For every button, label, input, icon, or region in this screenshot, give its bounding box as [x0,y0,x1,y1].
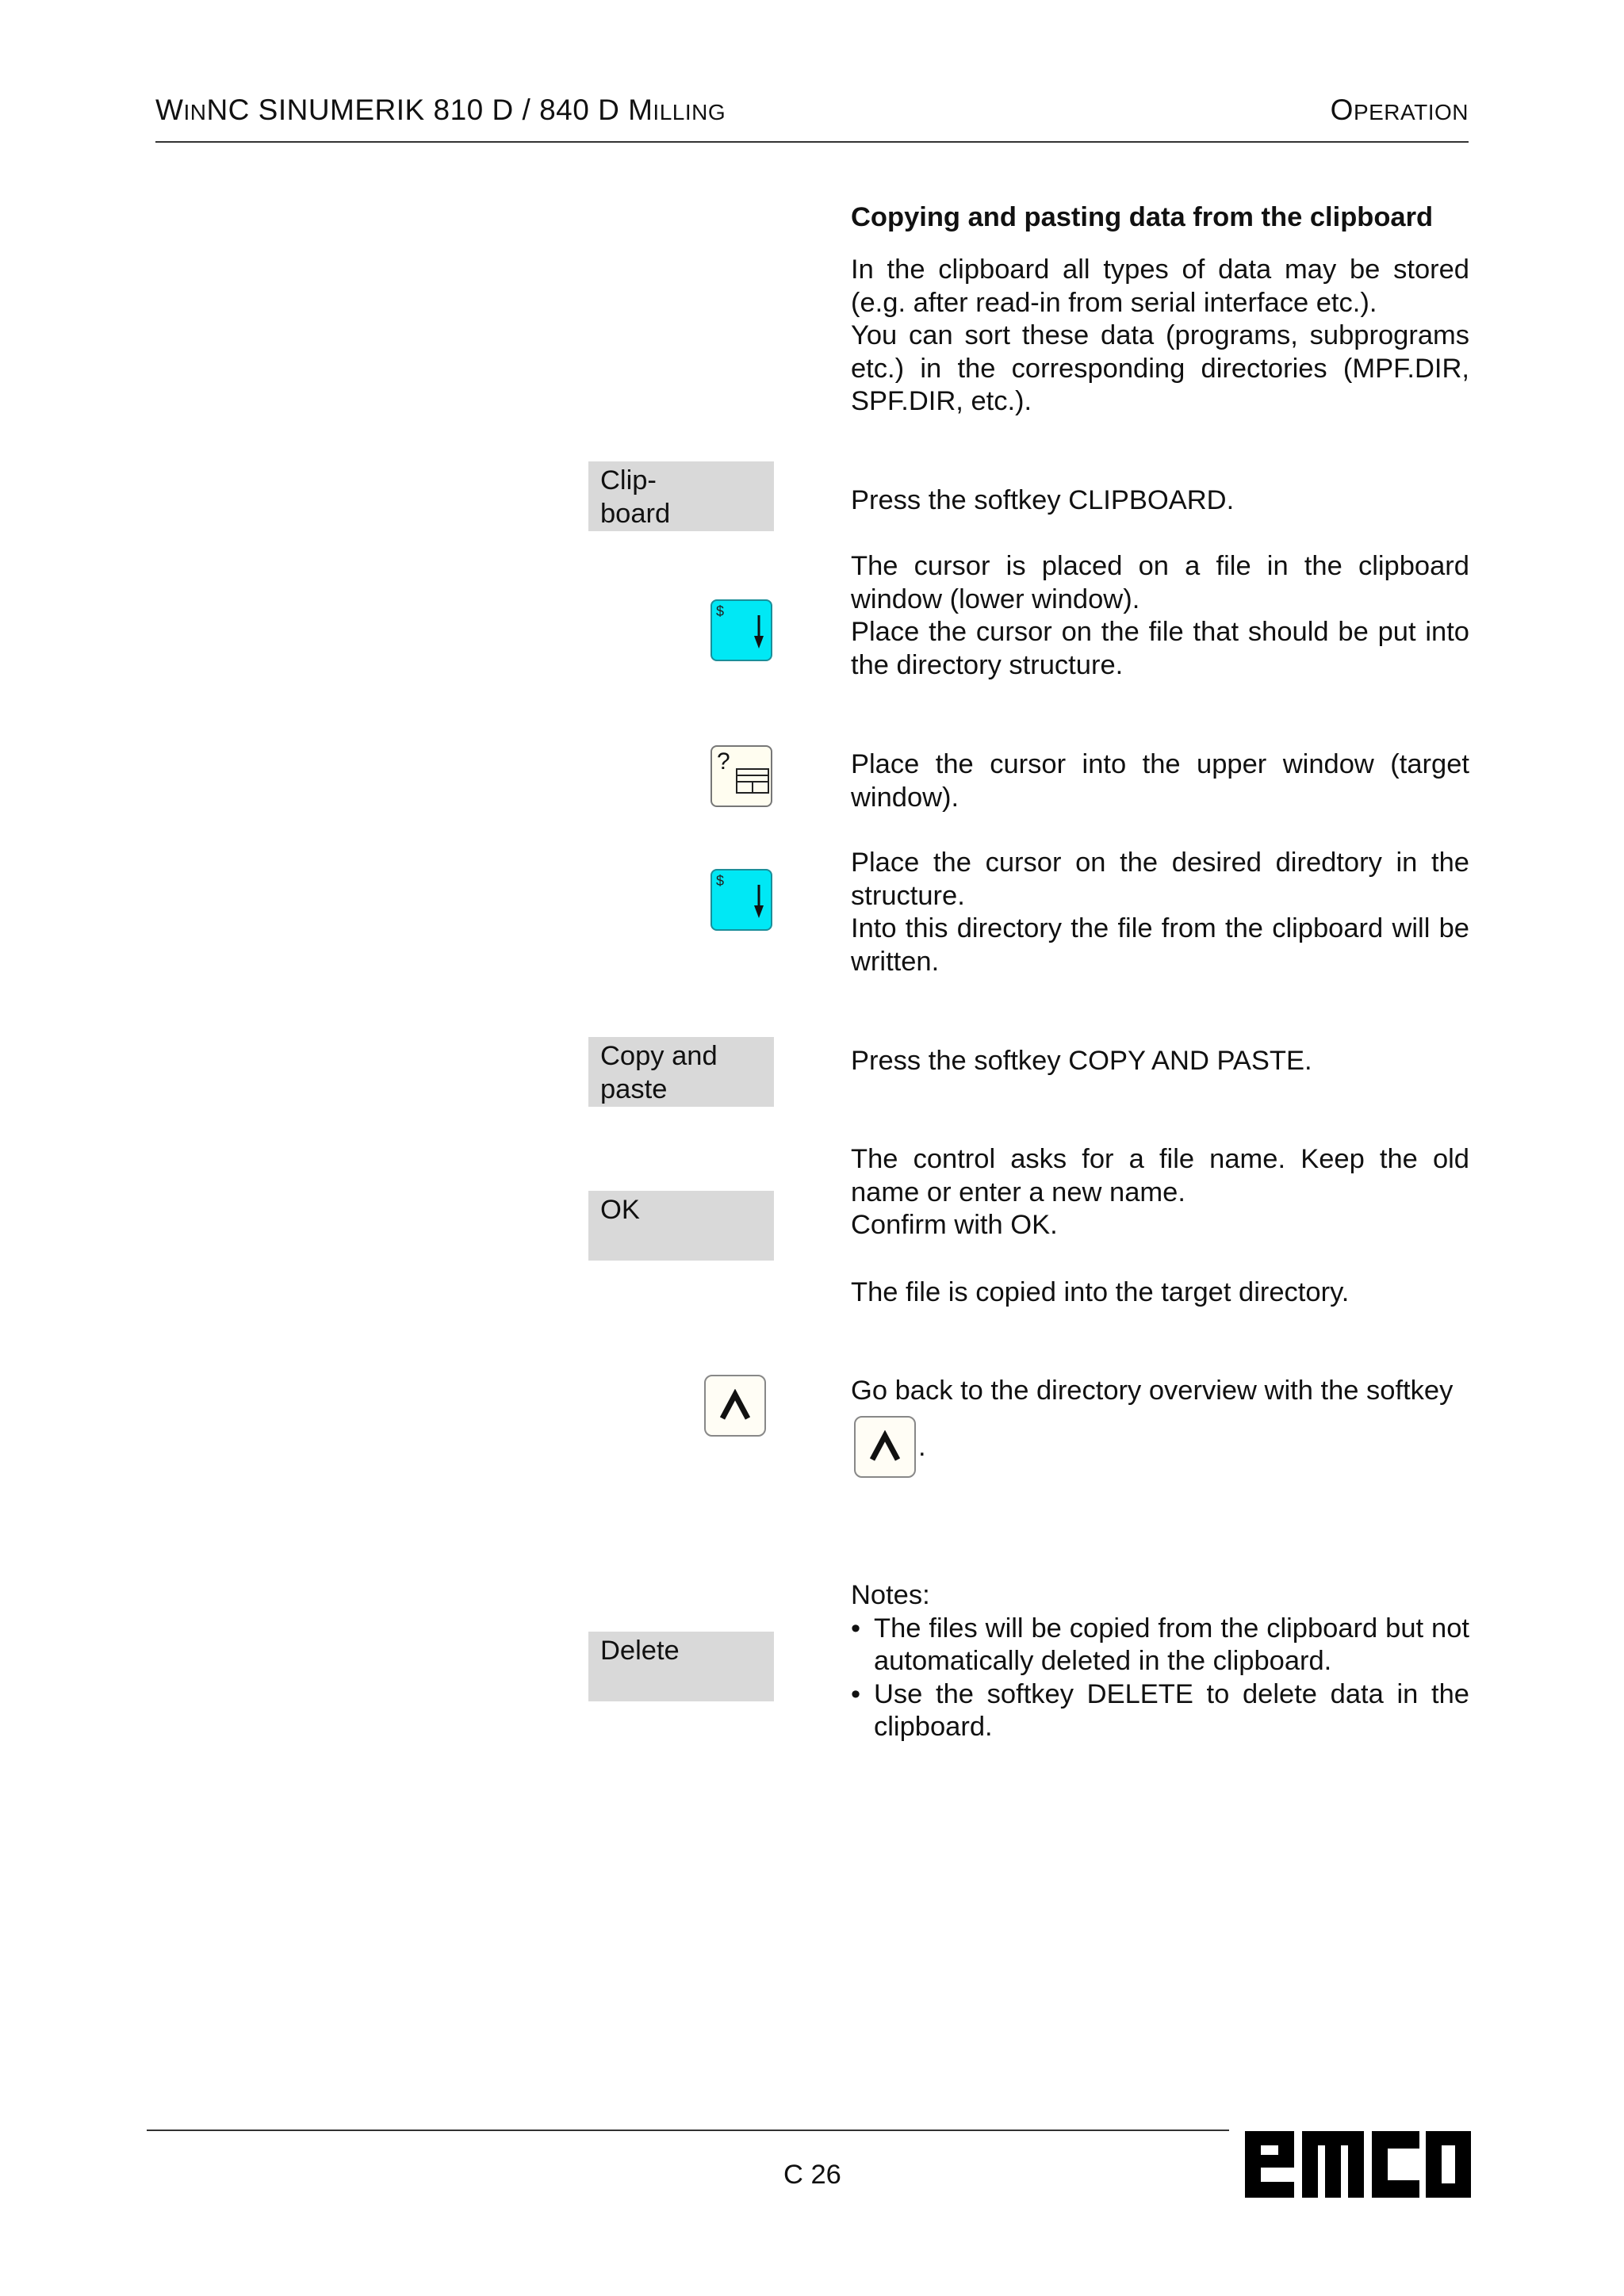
header-title [155,94,726,127]
header-rule [155,141,1469,143]
intro-paragraph: In the clipboard all types of data may be stored (e.g. after read-in from serial interface etc.). [851,254,1469,318]
step-5 [851,1045,1469,1078]
copy-paste-softkey[interactable] [588,1037,774,1107]
header-section [1331,94,1469,127]
softkey-label: board [600,498,671,529]
softkey-label: Clip- [600,465,657,496]
step-8 [851,1375,1469,1408]
emco-logo [1245,2126,1471,2206]
notes-list [851,1613,1469,1744]
recall-up-key-inline[interactable] [854,1416,916,1478]
step-text: Place the cursor on the file that should be put into the directory structure. [851,617,1469,680]
key-symbol: $ [716,603,725,619]
window-switch-key[interactable] [710,745,772,807]
recall-up-icon [868,1430,902,1464]
intro-paragraph: You can sort these data (programs, subprograms etc.) in the corresponding directories (MPF.DIR, SPF.DIR, etc.). [851,320,1469,416]
key-symbol: ? [717,748,730,775]
header-title-part: W [155,94,184,126]
delete-softkey[interactable] [588,1632,774,1701]
notes-block [851,1579,1469,1744]
footer-rule [147,2130,1229,2131]
step-text: The file is copied into the target directory. [851,1277,1350,1307]
softkey-label: paste [600,1073,668,1104]
clipboard-softkey[interactable] [588,461,774,531]
cursor-down-icon [753,883,764,920]
step-1 [851,484,1469,518]
step-text: Into this directory the file from the clipboard will be written. [851,913,1469,977]
softkey-label: Delete [600,1636,680,1666]
softkey-label: Copy and [600,1041,718,1071]
step-text: Press the softkey CLIPBOARD. [851,485,1235,515]
key-symbol: $ [716,873,725,889]
cursor-down-icon [753,614,764,650]
section-block [851,201,1469,235]
step-7 [851,1276,1469,1310]
notes-title: Notes: [851,1580,930,1610]
step-4 [851,847,1469,978]
step-text: Go back to the directory overview with the softkey [851,1376,1454,1406]
page-number: C 26 [783,2160,841,2190]
step-text: The cursor is placed on a file in the clipboard window (lower window). [851,551,1469,614]
step-text: The control asks for a file name. Keep the old name or enter a new name. [851,1144,1469,1207]
recall-up-icon [718,1389,752,1422]
step-text: Confirm with OK. [851,1210,1058,1240]
ok-softkey[interactable] [588,1191,774,1261]
step-6 [851,1143,1469,1242]
intro-block [851,254,1469,419]
section-heading: Copying and pasting data from the clipboard [851,202,1434,232]
step-text: Press the softkey COPY AND PASTE. [851,1046,1312,1076]
header-title-part: ILLING [653,100,726,124]
header-section-part: PERATION [1353,100,1469,124]
step-2 [851,550,1469,682]
step-text: Place the cursor into the upper window (target window). [851,749,1469,813]
header-title-part: IN [183,100,207,124]
step-8-period: . [918,1432,926,1462]
cursor-down-key[interactable] [710,599,772,661]
step-text: Place the cursor on the desired diredtory in the structure. [851,848,1469,911]
cursor-down-key[interactable] [710,869,772,931]
header-section-part: O [1330,94,1354,126]
step-3 [851,748,1469,814]
window-switch-icon [736,763,769,796]
softkey-label: OK [600,1195,640,1225]
notes-item: • Use the softkey DELETE to delete data in the clipboard. [851,1678,1469,1744]
emco-logo-mark [1245,2126,1471,2202]
notes-item: • The files will be copied from the clipboard but not automatically deleted in the clipboard. [851,1613,1469,1678]
recall-up-key[interactable] [704,1375,766,1437]
header-title-part: NC SINUMERIK 810 D / 840 D M [206,94,653,126]
